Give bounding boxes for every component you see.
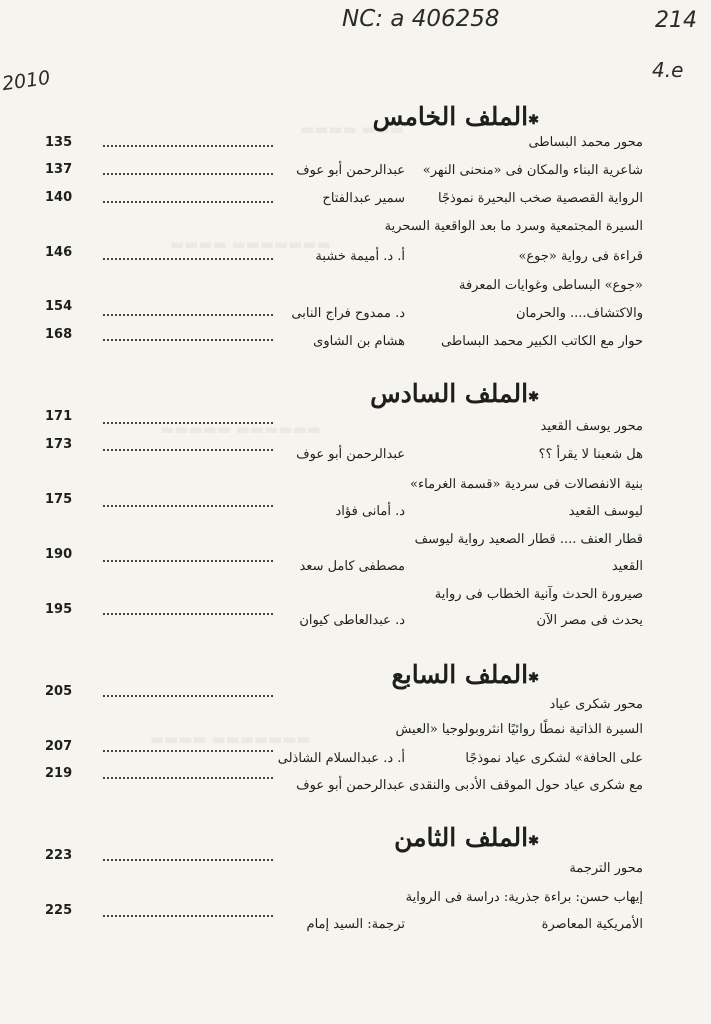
toc-page-number: 146 xyxy=(45,245,73,260)
dot-leader xyxy=(103,418,273,424)
toc-entry-author: عبدالرحمن أبو عوف xyxy=(296,447,405,462)
toc-page-number: 154 xyxy=(45,299,73,314)
handwritten-year: 2010 xyxy=(0,66,52,96)
star-bullet-icon: ✱ xyxy=(528,390,539,405)
section-heading: ✱الملف الثامن xyxy=(394,823,539,852)
toc-entry-author: هشام بن الشاوى xyxy=(313,334,405,349)
toc-entry-author: د. ممدوح فراج النابى xyxy=(291,306,405,321)
dot-leader xyxy=(103,254,273,260)
show-through-text: ▬▬▬▬ ▬▬▬▬▬▬▬ xyxy=(150,730,311,748)
toc-entry-title: قراءة فى رواية «جوع» xyxy=(518,249,643,264)
handwritten-page-mark: 4.e xyxy=(652,58,684,82)
dot-leader xyxy=(103,197,273,203)
toc-page-number: 173 xyxy=(45,437,73,452)
toc-page-number: 190 xyxy=(45,547,73,562)
toc-page-number: 135 xyxy=(45,135,73,150)
toc-entry-title: إيهاب حسن: براءة جذرية: دراسة فى الرواية xyxy=(405,890,643,905)
star-bullet-icon: ✱ xyxy=(528,113,539,128)
handwritten-folio: 214 xyxy=(655,8,697,33)
dot-leader xyxy=(103,141,273,147)
toc-entry-author: ترجمة: السيد إمام xyxy=(306,917,405,932)
toc-entry-title: محور الترجمة xyxy=(569,861,643,876)
toc-entry-title: القعيد xyxy=(611,559,643,574)
toc-entry-author: د. أمانى فؤاد xyxy=(335,504,405,519)
toc-entry-author: د. عبدالعاطى كيوان xyxy=(299,613,405,628)
show-through-text: ▬▬▬▬ ▬▬▬▬▬▬▬ xyxy=(170,235,331,253)
dot-leader xyxy=(103,445,273,451)
toc-entry-title: ليوسف القعيد xyxy=(568,504,643,519)
dot-leader xyxy=(103,556,273,562)
toc-entry-title: على الحافة» لشكرى عياد نموذجًا xyxy=(465,751,643,766)
handwritten-code: NC: a 406258 xyxy=(342,6,500,32)
dot-leader xyxy=(103,746,273,752)
section-heading: ✱الملف الخامس xyxy=(372,102,539,131)
toc-page-number: 205 xyxy=(45,684,73,699)
toc-entry-author: أ. د. عبدالسلام الشاذلى xyxy=(277,751,405,766)
toc-entry-author: سمير عبدالفتاح xyxy=(322,191,405,206)
section-heading: ✱الملف السادس xyxy=(370,379,539,408)
toc-page-number: 140 xyxy=(45,190,73,205)
dot-leader xyxy=(103,911,273,917)
section-heading: ✱الملف السابع xyxy=(391,660,539,689)
toc-page-number: 195 xyxy=(45,602,73,617)
star-bullet-icon: ✱ xyxy=(528,834,539,849)
toc-entry-author: مصطفى كامل سعد xyxy=(299,559,405,574)
dot-leader xyxy=(103,855,273,861)
toc-page-number: 207 xyxy=(45,739,73,754)
toc-page-number: 225 xyxy=(45,903,73,918)
toc-entry-title: السيرة الذاتية نمطًا روائيًا انثروبولوجيا «العيش xyxy=(395,722,643,737)
toc-entry-title: محور محمد البساطى xyxy=(528,135,643,150)
toc-page-number: 137 xyxy=(45,162,73,177)
toc-entry-title: حوار مع الكاتب الكبير محمد البساطى xyxy=(441,334,643,349)
toc-page-number: 223 xyxy=(45,848,73,863)
dot-leader xyxy=(103,609,273,615)
dot-leader xyxy=(103,691,273,697)
toc-entry-title: الرواية القصصية صخب البحيرة نموذجًا xyxy=(438,191,643,206)
toc-entry-title: قطار العنف .... قطار الصعيد رواية ليوسف xyxy=(414,532,643,547)
toc-page-number: 171 xyxy=(45,409,73,424)
toc-entry-title: الأمريكية المعاصرة xyxy=(541,917,643,932)
toc-entry-title: يحدث فى مصر الآن xyxy=(536,613,643,628)
toc-entry-author: عبدالرحمن أبو عوف xyxy=(296,778,405,793)
star-bullet-icon: ✱ xyxy=(528,671,539,686)
toc-entry-title: السيرة المجتمعية وسرد ما بعد الواقعية السحرية xyxy=(384,219,643,234)
toc-entry-author: أ. د. أميمة خشبة xyxy=(315,249,405,264)
show-through-text: ▬▬▬▬ ▬▬▬ xyxy=(300,120,404,138)
toc-entry-author: عبدالرحمن أبو عوف xyxy=(296,163,405,178)
toc-page-number: 219 xyxy=(45,766,73,781)
dot-leader xyxy=(103,310,273,316)
dot-leader xyxy=(103,335,273,341)
toc-entry-title: محور شكرى عياد xyxy=(549,697,643,712)
toc-entry-title: «جوع» البساطى وغوايات المعرفة xyxy=(459,278,643,293)
toc-entry-title: بنية الانفصالات فى سردية «قسمة الغرماء» xyxy=(410,477,643,492)
toc-entry-title: صيرورة الحدث وآنية الخطاب فى رواية xyxy=(434,587,643,602)
toc-entry-title: والاكتشاف.... والحرمان xyxy=(516,306,643,321)
toc-page-number: 175 xyxy=(45,492,73,507)
toc-entry-title: هل شعبنا لا يقرأ ؟؟ xyxy=(538,447,643,462)
show-through-text: ▬▬▬▬▬ ▬▬▬▬▬▬ xyxy=(160,420,321,438)
dot-leader xyxy=(103,773,273,779)
toc-entry-title: شاعرية البناء والمكان فى «منحنى النهر» xyxy=(422,163,643,178)
dot-leader xyxy=(103,501,273,507)
toc-page-number: 168 xyxy=(45,327,73,342)
toc-entry-title: مع شكرى عياد حول الموقف الأدبى والنقدى xyxy=(409,778,643,793)
toc-entry-title: محور يوسف القعيد xyxy=(540,419,643,434)
dot-leader xyxy=(103,169,273,175)
